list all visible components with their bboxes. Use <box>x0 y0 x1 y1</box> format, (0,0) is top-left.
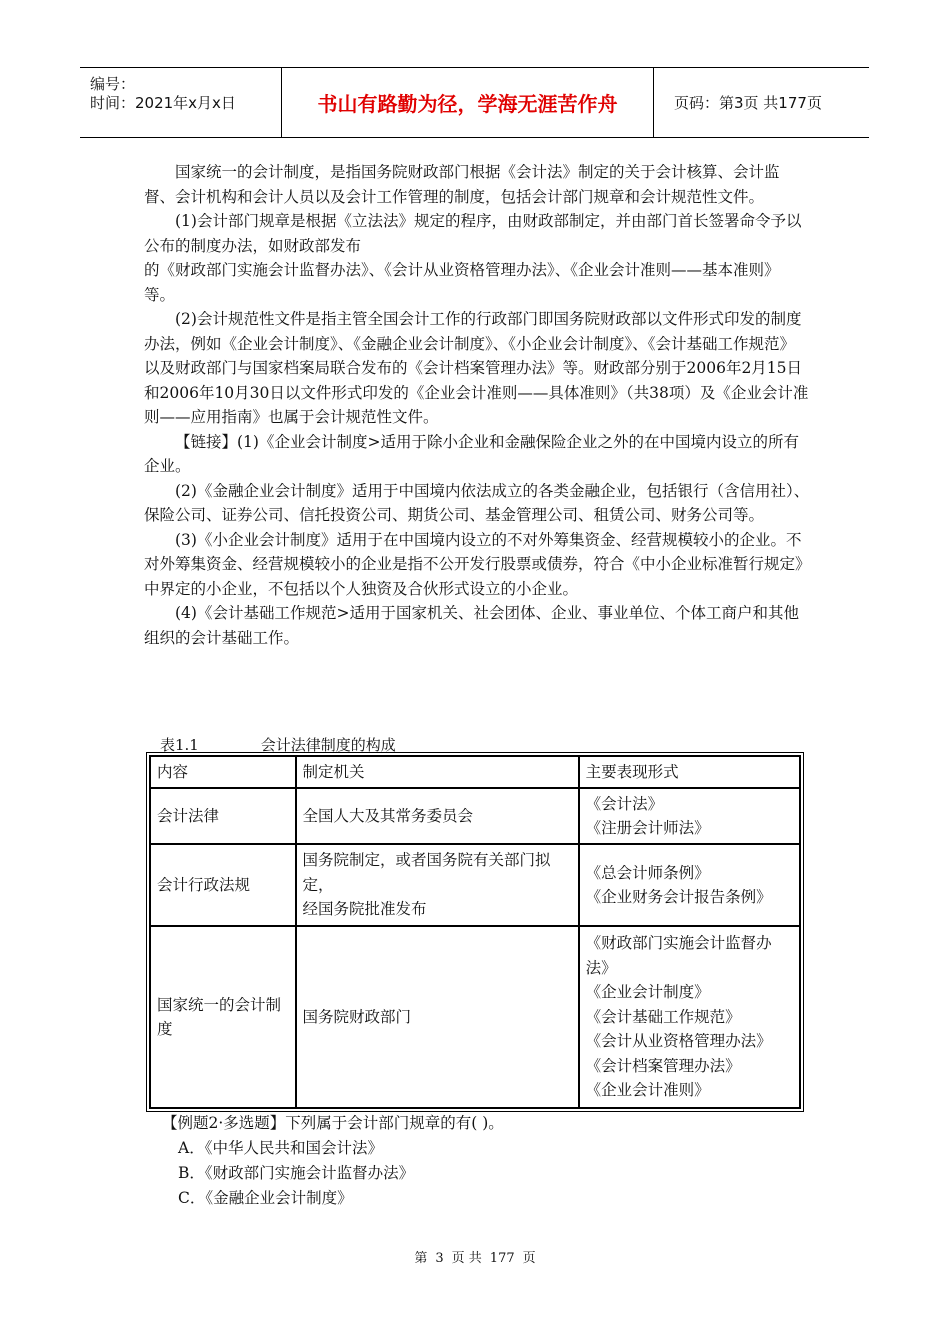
page-header <box>80 67 869 138</box>
table-caption <box>160 734 396 755</box>
law-structure-table <box>149 755 801 1109</box>
table-row <box>150 844 800 926</box>
form-item: 《财政部门实施会计监督办法》 <box>585 934 772 977</box>
option-a: A．《中华人民共和国会计法》 <box>178 1139 383 1157</box>
table-row <box>150 926 800 1108</box>
header-meta <box>80 68 282 137</box>
table-cell <box>296 844 579 926</box>
option-c: C．《金融企业会计制度》 <box>178 1189 353 1207</box>
authority-line: 国务院制定，或者国务院有关部门拟定， <box>302 851 551 894</box>
table-header-cell: 内容 <box>150 756 296 788</box>
paragraph: (4)《会计基础工作规范>适用于国家机关、社会团体、企业、事业单位、个体工商户和其他组织的会计基础工作。 <box>144 604 799 647</box>
table-row <box>150 788 800 844</box>
form-item: 《企业会计准则》 <box>585 1081 710 1100</box>
table-header-row <box>150 756 800 788</box>
number-label: 编号： <box>90 75 136 93</box>
paragraph: 国家统一的会计制度，是指国务院财政部门根据《会计法》制定的关于会计核算、会计监督、会计机构和会计人员以及会计工作管理的制度，包括会计部门规章和会计规范性文件。 <box>144 163 780 206</box>
form-item: 《会计从业资格管理办法》 <box>585 1032 772 1051</box>
form-item: 《企业财务会计报告条例》 <box>585 888 772 906</box>
paragraph: (1)会计部门规章是根据《立法法》规定的程序，由财政部制定，并由部门首长签署命令予以公布的制度办法，如财政部发布 <box>144 212 802 255</box>
question-stem: 【例题2·多选题】下列属于会计部门规章的有( )。 <box>162 1114 504 1132</box>
option-b: B．《财政部门实施会计监督办法》 <box>178 1164 415 1182</box>
table-cell <box>579 926 800 1108</box>
form-item: 《会计法》 <box>585 794 664 813</box>
table-cell <box>579 788 800 844</box>
table-cell: 国家统一的会计制度 <box>150 926 296 1108</box>
footer-total-pages: 177 <box>489 1251 515 1266</box>
header-motto: 书山有路勤为径，学海无涯苦作舟 <box>282 68 654 137</box>
paragraph: 的《财政部门实施会计监督办法》、《会计从业资格管理办法》、《企业会计准则——基本准则》等。 <box>144 261 780 304</box>
table-cell: 会计法律 <box>150 788 296 844</box>
paragraph: 【链接】(1)《企业会计制度>适用于除小企业和金融保险企业之外的在中国境内设立的所有企业。 <box>144 432 799 475</box>
form-item: 《注册会计师法》 <box>585 819 710 837</box>
table-caption-number: 表1.1 <box>160 736 199 754</box>
form-item: 《会计档案管理办法》 <box>585 1056 741 1075</box>
paragraph: (3)《小企业会计制度》适用于在中国境内设立的不对外筹集资金、经营规模较小的企业。不对外筹集资金、经营规模较小的企业是指不公开发行股票或债券，符合《中小企业标准暂行规定》中界定的小企业，不包括以个人独资及合伙形式设立的小企业。 <box>144 530 803 598</box>
header-page-label <box>664 68 869 137</box>
page-label: 页码：第3页 共177页 <box>674 94 822 112</box>
footer-middle: 页 共 <box>451 1251 482 1266</box>
page-footer <box>0 1247 950 1266</box>
footer-prefix: 第 <box>414 1251 428 1266</box>
body-text <box>144 160 810 650</box>
footer-page-number: 3 <box>435 1251 444 1266</box>
table-cell: 会计行政法规 <box>150 844 296 926</box>
form-item: 《企业会计制度》 <box>585 983 710 1002</box>
table-header-cell: 制定机关 <box>296 756 579 788</box>
table-cell: 国务院财政部门 <box>296 926 579 1108</box>
form-item: 《总会计师条例》 <box>585 863 710 882</box>
paragraph: (2)会计规范性文件是指主管全国会计工作的行政部门即国务院财政部以文件形式印发的制度办法，例如《企业会计制度》、《金融企业会计制度》、《小企业会计制度》、《会计基础工作规范》以及财政部门与国家档案局联合发布的《会计档案管理办法》等。财政部分别于2006年2月15日和2006年10月30日以文件形式印发的《企业会计准则——具体准则》（共38项）及《企业会计准则——应用指南》也属于会计规范性文件。 <box>144 310 809 426</box>
table-cell: 全国人大及其常务委员会 <box>296 788 579 844</box>
footer-suffix: 页 <box>522 1251 536 1266</box>
form-item: 《会计基础工作规范》 <box>585 1007 741 1026</box>
table-cell <box>579 844 800 926</box>
table-caption-title: 会计法律制度的构成 <box>260 736 396 754</box>
paragraph: (2)《金融企业会计制度》适用于中国境内依法成立的各类金融企业，包括银行（含信用社）、保险公司、证券公司、信托投资公司、期货公司、基金管理公司、租赁公司、财务公司等。 <box>144 481 810 524</box>
date-label: 时间：2021年x月x日 <box>90 94 236 112</box>
table-header-cell: 主要表现形式 <box>579 756 800 788</box>
authority-line: 经国务院批准发布 <box>302 900 427 919</box>
